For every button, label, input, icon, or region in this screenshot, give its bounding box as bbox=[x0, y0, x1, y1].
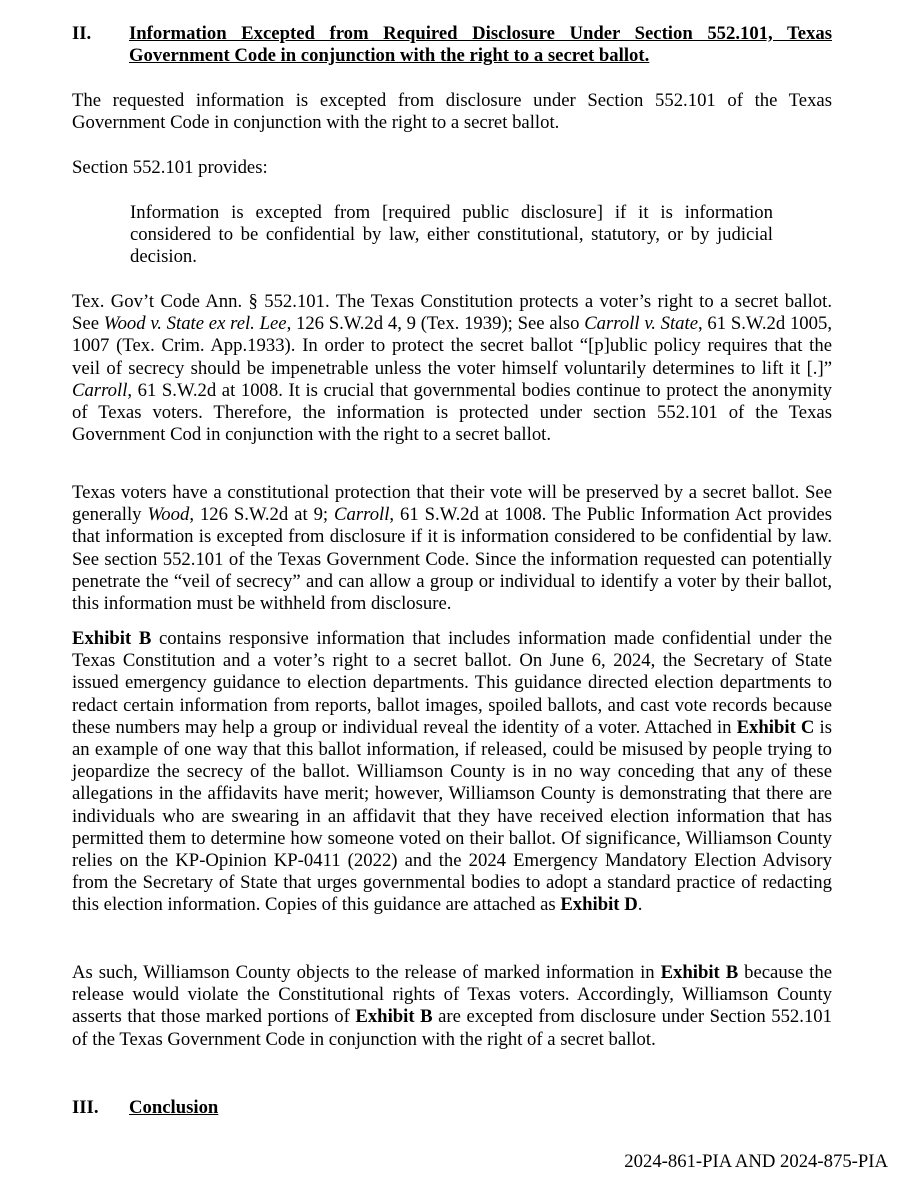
text-run: Tex. Gov’t Code Ann. § 552.101. The Texas Constitution protects a voter’s right to a secret ballot. See bbox=[72, 291, 832, 335]
constitutional-protection-paragraph bbox=[72, 482, 832, 615]
exhibit-reference: Exhibit B bbox=[660, 962, 739, 983]
case-citation: Wood v. State ex rel. Lee bbox=[103, 313, 287, 335]
exhibit-reference: Exhibit C bbox=[736, 716, 815, 738]
text-run: As such, Williamson County objects to the release of marked information in bbox=[72, 962, 661, 983]
text-run: , 126 S.W.2d 4, 9 (Tex. 1939); See also bbox=[286, 313, 585, 335]
objection-paragraph bbox=[72, 962, 832, 1051]
statute-block-quote: Information is excepted from [required public disclosure] if it is information considered to be confidential by law, either constitutional, statutory, or by judicial decision. bbox=[130, 202, 773, 268]
text-run: is an example of one way that this ballot information, if released, could be misused by people trying to jeopardize the secrecy of the ballot. Williamson County is in no way conceding that any of these allegations in the affidavits have merit; however, Williamson County is demonstrating that there are individuals who are swearing in an affidavit that they have received election information that has permitted them to determine how someone voted on their ballot. Of significance, Williamson County relies on the KP-Opinion KP-0411 (2022) and the 2024 Emergency Mandatory Election Advisory from the Secretary of State that urges governmental bodies to adopt a standard practice of redacting this election information. Copies of this guidance are attached as bbox=[72, 716, 832, 916]
text-run: contains responsive information that includes information made confidential under the Texas Constitution and a voter’s right to a secret ballot. On June 6, 2024, the Secretary of State issued emergency guidance to election departments. This guidance directed election departments to redact certain information from reports, ballot images, spoiled ballots, and cast vote records because these numbers may help a group or individual reveal the identity of a voter. Attached in bbox=[72, 628, 832, 738]
exhibit-paragraph bbox=[72, 628, 832, 917]
case-citation: Carroll v. State bbox=[584, 313, 699, 335]
text-run: because the release would violate the Constitutional rights of Texas voters. Accordingly, Williamson County asserts that those marked portions of bbox=[72, 962, 833, 1028]
section-iii-heading bbox=[72, 1097, 372, 1121]
text-run: , 61 S.W.2d at 1008. The Public Information Act provides that information is excepted from disclosure if it is information considered to be confidential by law. See section 552.101 of the Texas Government Code. Since the information requested can potentially penetrate the “veil of secrecy” and can allow a group or individual to identify a voter by their ballot, this information must be withheld from disclosure. bbox=[72, 504, 832, 615]
exhibit-reference: Exhibit B bbox=[355, 1006, 433, 1028]
text-run: Texas voters have a constitutional protection that their vote will be preserved by a secret ballot. See generally bbox=[72, 482, 832, 526]
section-iii-number: III. bbox=[72, 1097, 99, 1118]
exhibit-reference: Exhibit D bbox=[560, 894, 638, 916]
case-citation: Wood bbox=[147, 504, 190, 526]
text-run: , 61 S.W.2d 1005, 1007 (Tex. Crim. App.1933). In order to protect the secret ballot “[p]ublic policy requires that the veil of secrecy should be impenetrable unless the voter himself voluntarily determines to lift it [.]” bbox=[72, 313, 832, 379]
text-run: are excepted from disclosure under Section 552.101 of the Texas Government Code in conjunction with the right of a secret ballot. bbox=[72, 1006, 832, 1050]
exhibit-reference: Exhibit B bbox=[72, 628, 152, 649]
section-provides-paragraph: Section 552.101 provides: bbox=[72, 157, 268, 178]
text-run: . bbox=[637, 894, 643, 916]
case-citation: Carroll bbox=[334, 504, 390, 526]
secret-ballot-paragraph bbox=[72, 291, 832, 446]
intro-paragraph: The requested information is excepted from disclosure under Section 552.101 of the Texas Government Code in conjunction with the right to a secret ballot. bbox=[72, 90, 832, 134]
section-ii-number: II. bbox=[72, 23, 92, 44]
section-ii-title: Information Excepted from Required Disclosure Under Section 552.101, Texas Government Code in conjunction with the right to a secret ballot. bbox=[129, 23, 832, 67]
case-citation: Carroll bbox=[72, 379, 128, 401]
page-footer-reference: 2024-861-PIA AND 2024-875-PIA bbox=[624, 1151, 888, 1172]
section-iii-title: Conclusion bbox=[129, 1097, 219, 1118]
section-ii-heading bbox=[72, 23, 832, 69]
text-run: , 126 S.W.2d at 9; bbox=[189, 504, 335, 526]
text-run: , 61 S.W.2d at 1008. It is crucial that governmental bodies continue to protect the anonymity of Texas voters. Therefore, the information is protected under section 552.101 of the Texas Government Cod in conjunction with the right to a secret ballot. bbox=[72, 379, 832, 446]
